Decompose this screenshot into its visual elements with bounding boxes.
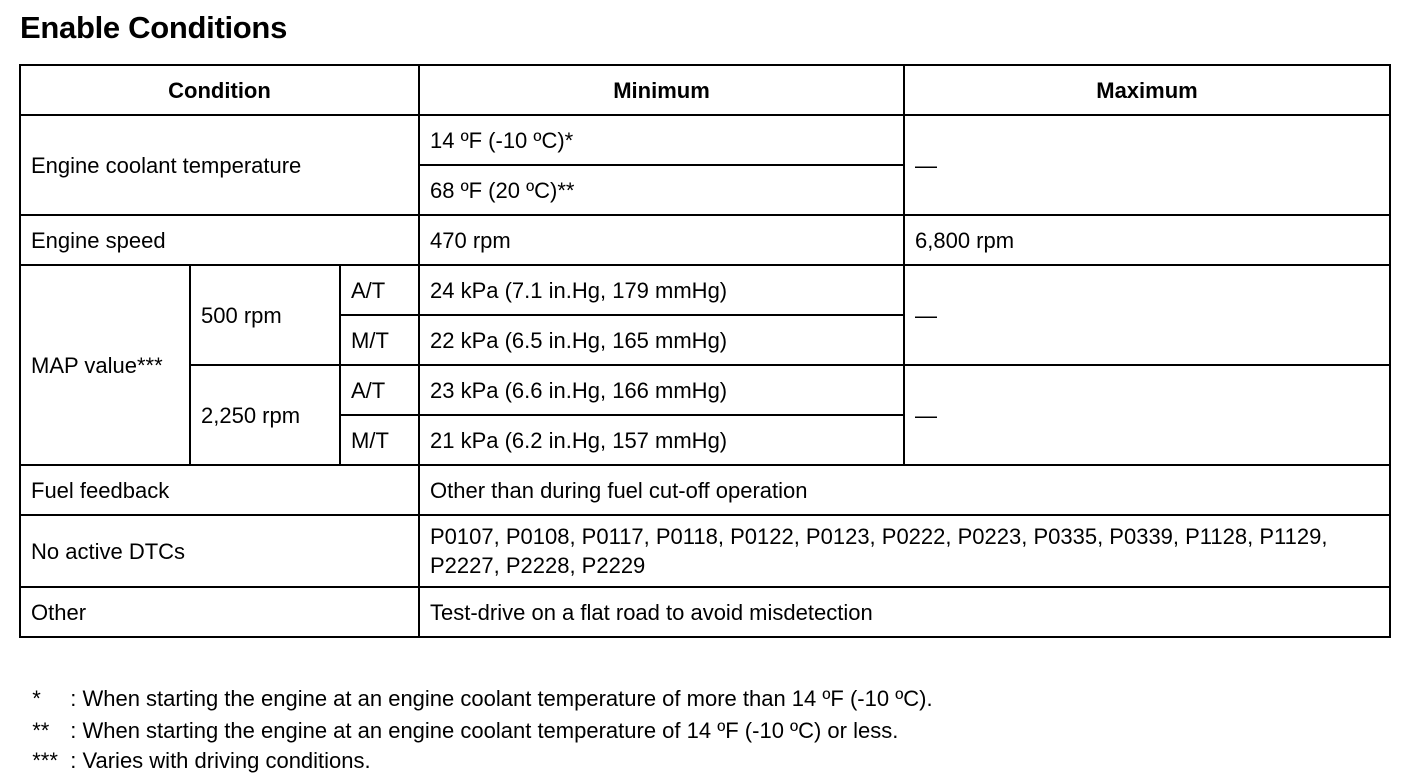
speed-label: Engine speed	[20, 215, 419, 265]
map-500-at: A/T	[340, 265, 419, 315]
footnote-1-text: : When starting the engine at an engine coolant temperature of more than 14 ºF (-10 ºC).	[70, 686, 933, 711]
coolant-max: —	[904, 115, 1390, 215]
map-label: MAP value***	[20, 265, 190, 465]
speed-max: 6,800 rpm	[904, 215, 1390, 265]
table-row	[20, 265, 1390, 315]
table-header-row	[20, 65, 1390, 115]
header-minimum: Minimum	[419, 65, 904, 115]
map-500-max: —	[904, 265, 1390, 365]
page-title: Enable Conditions	[20, 10, 288, 45]
map-500-at-min: 24 kPa (7.1 in.Hg, 179 mmHg)	[419, 265, 904, 315]
map-2250-mt: M/T	[340, 415, 419, 465]
footnote-3-mark: ***	[32, 748, 58, 773]
footnote-2-text: : When starting the engine at an engine coolant temperature of 14 ºF (-10 ºC) or less.	[70, 718, 899, 743]
coolant-min-2: 68 ºF (20 ºC)**	[419, 165, 904, 215]
header-condition: Condition	[20, 65, 419, 115]
footnote-2-mark: **	[32, 718, 50, 743]
map-500-mt-min: 22 kPa (6.5 in.Hg, 165 mmHg)	[419, 315, 904, 365]
map-2250-label: 2,250 rpm	[190, 365, 340, 465]
map-2250-at: A/T	[340, 365, 419, 415]
dtc-label: No active DTCs	[20, 515, 419, 587]
table-row	[20, 365, 1390, 415]
fuel-value: Other than during fuel cut-off operation	[419, 465, 1390, 515]
coolant-label: Engine coolant temperature	[20, 115, 419, 215]
header-maximum: Maximum	[904, 65, 1390, 115]
table-row	[20, 515, 1390, 587]
coolant-min-1: 14 ºF (-10 ºC)*	[419, 115, 904, 165]
speed-min: 470 rpm	[419, 215, 904, 265]
table-row	[20, 465, 1390, 515]
footnote-1-mark: *	[32, 686, 41, 711]
table-row	[20, 587, 1390, 637]
fuel-label: Fuel feedback	[20, 465, 419, 515]
footnote-3-text: : Varies with driving conditions.	[70, 748, 371, 773]
dtc-value: P0107, P0108, P0117, P0118, P0122, P0123, P0222, P0223, P0335, P0339, P1128, P1129, P2227, P2228, P2229	[419, 515, 1390, 587]
map-2250-mt-min: 21 kPa (6.2 in.Hg, 157 mmHg)	[419, 415, 904, 465]
enable-conditions-table	[19, 64, 1391, 638]
footnote-3	[20, 716, 371, 776]
map-2250-max: —	[904, 365, 1390, 465]
map-500-mt: M/T	[340, 315, 419, 365]
table-row	[20, 115, 1390, 165]
table-row	[20, 215, 1390, 265]
map-2250-at-min: 23 kPa (6.6 in.Hg, 166 mmHg)	[419, 365, 904, 415]
map-500-label: 500 rpm	[190, 265, 340, 365]
other-label: Other	[20, 587, 419, 637]
other-value: Test-drive on a flat road to avoid misdetection	[419, 587, 1390, 637]
